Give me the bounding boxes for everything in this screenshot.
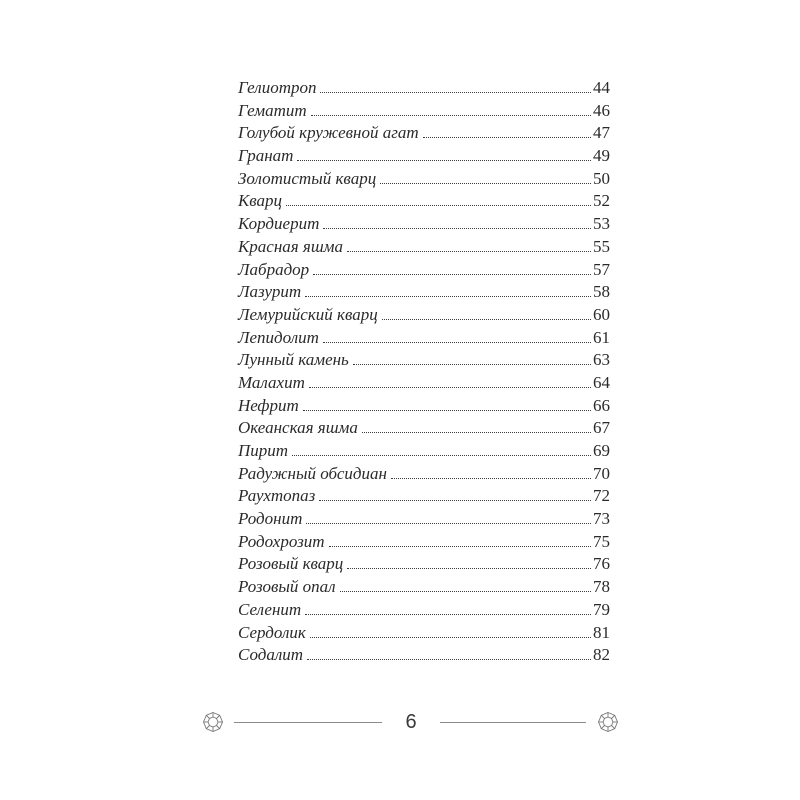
toc-entry-title: Лазурит [238,282,302,302]
toc-entry-page: 73 [593,509,610,529]
toc-entry [238,327,610,350]
toc-entry [238,259,610,282]
page-number: 6 [405,711,417,733]
toc-entry-title: Кордиерит [238,214,320,234]
toc-dot-leader [310,637,591,638]
toc-dot-leader [303,410,591,411]
toc-entry-title: Раухтопаз [238,486,316,506]
toc-entry-title: Содалит [238,645,304,665]
toc-entry-title: Красная яшма [238,236,344,256]
toc-entry [238,236,610,259]
toc-entry-title: Золотистый кварц [238,168,377,188]
toc-entry-page: 75 [593,531,610,551]
toc-dot-leader [340,591,591,592]
toc-entry-title: Кварц [238,191,283,211]
toc-entry-page: 50 [593,168,610,188]
toc-entry [238,576,610,599]
toc-entry-page: 53 [593,214,610,234]
toc-entry-page: 60 [593,304,610,324]
page-footer [198,706,628,740]
toc-dot-leader [380,183,591,184]
toc-entry [238,122,610,145]
gem-ornament-icon [202,711,224,733]
toc-entry-page: 66 [593,395,610,415]
toc-entry-page: 64 [593,372,610,392]
toc-entry-page: 57 [593,259,610,279]
toc-entry-page: 61 [593,327,610,347]
toc-entry-page: 78 [593,577,610,597]
toc-entry [238,531,610,554]
toc-entry-title: Гранат [238,146,294,166]
toc-entry-page: 69 [593,441,610,460]
toc-entry [238,100,610,123]
toc-entry [238,485,610,508]
toc-dot-leader [382,319,591,320]
toc-entry [238,190,610,213]
toc-entry-page: 63 [593,350,610,370]
toc-entry [238,304,610,327]
toc-entry-page: 58 [593,282,610,302]
toc-entry-page: 79 [593,599,610,619]
toc-entry-title: Нефрит [238,395,299,415]
toc-entry-title: Радужный обсидиан [238,463,387,483]
toc-entry-page: 72 [593,486,610,506]
toc-entry-page: 44 [593,78,610,97]
toc-entry [238,644,610,667]
toc-entry-title: Лепидолит [238,327,319,347]
footer-rule-right [440,722,586,723]
toc-entry-page: 76 [593,554,610,574]
toc-entry-title: Розовый опал [238,577,336,597]
toc-entry [238,213,610,236]
toc-entry-title: Родохрозит [238,531,325,551]
toc-entry-title: Родонит [238,509,303,529]
toc-dot-leader [347,251,591,252]
toc-dot-leader [423,137,591,138]
toc-entry-page: 67 [593,418,610,438]
toc-dot-leader [362,432,591,433]
toc-entry [238,281,610,304]
toc-entry [238,168,610,191]
toc-dot-leader [297,160,591,161]
toc-entry-page: 47 [593,123,610,143]
toc-dot-leader [319,500,591,501]
toc-dot-leader [286,205,591,206]
toc-dot-leader [305,296,591,297]
toc-entry-page: 52 [593,191,610,211]
footer-rule-left [234,722,382,723]
toc-entry [238,77,610,100]
toc-entry [238,508,610,531]
toc-entry-title: Лунный камень [238,350,349,370]
toc-entry-page: 46 [593,100,610,120]
toc-entry [238,395,610,418]
table-of-contents [238,77,610,667]
toc-entry-page: 81 [593,622,610,642]
toc-entry-page: 49 [593,146,610,166]
toc-dot-leader [309,387,591,388]
toc-entry-title: Селенит [238,599,302,619]
toc-entry [238,417,610,440]
toc-dot-leader [306,523,591,524]
toc-entry [238,145,610,168]
toc-entry-page: 55 [593,236,610,256]
toc-dot-leader [391,478,591,479]
gem-ornament-icon [597,711,619,733]
toc-entry [238,440,610,463]
toc-entry-page: 70 [593,463,610,483]
toc-entry-title: Малахит [238,372,305,392]
toc-dot-leader [307,659,591,660]
toc-entry [238,553,610,576]
toc-entry [238,463,610,486]
toc-entry [238,622,610,645]
toc-entry [238,349,610,372]
toc-dot-leader [305,614,591,615]
toc-entry [238,372,610,395]
toc-entry-title: Пирит [238,441,289,460]
toc-dot-leader [292,455,591,456]
toc-dot-leader [313,274,591,275]
toc-dot-leader [353,364,591,365]
toc-entry-title: Гелиотроп [238,78,317,97]
toc-dot-leader [311,115,591,116]
toc-entry [238,599,610,622]
toc-entry-title: Голубой кружевной агат [238,123,419,143]
toc-dot-leader [347,568,591,569]
toc-entry-title: Розовый кварц [238,554,344,574]
toc-entry-title: Лемурийский кварц [238,304,378,324]
toc-dot-leader [323,342,591,343]
toc-dot-leader [329,546,591,547]
toc-dot-leader [323,228,591,229]
toc-entry-title: Гематит [238,100,307,120]
toc-entry-title: Сердолик [238,622,306,642]
toc-entry-title: Лабрадор [238,259,310,279]
toc-entry-title: Океанская яшма [238,418,358,438]
toc-entry-page: 82 [593,645,610,665]
toc-dot-leader [320,92,591,93]
